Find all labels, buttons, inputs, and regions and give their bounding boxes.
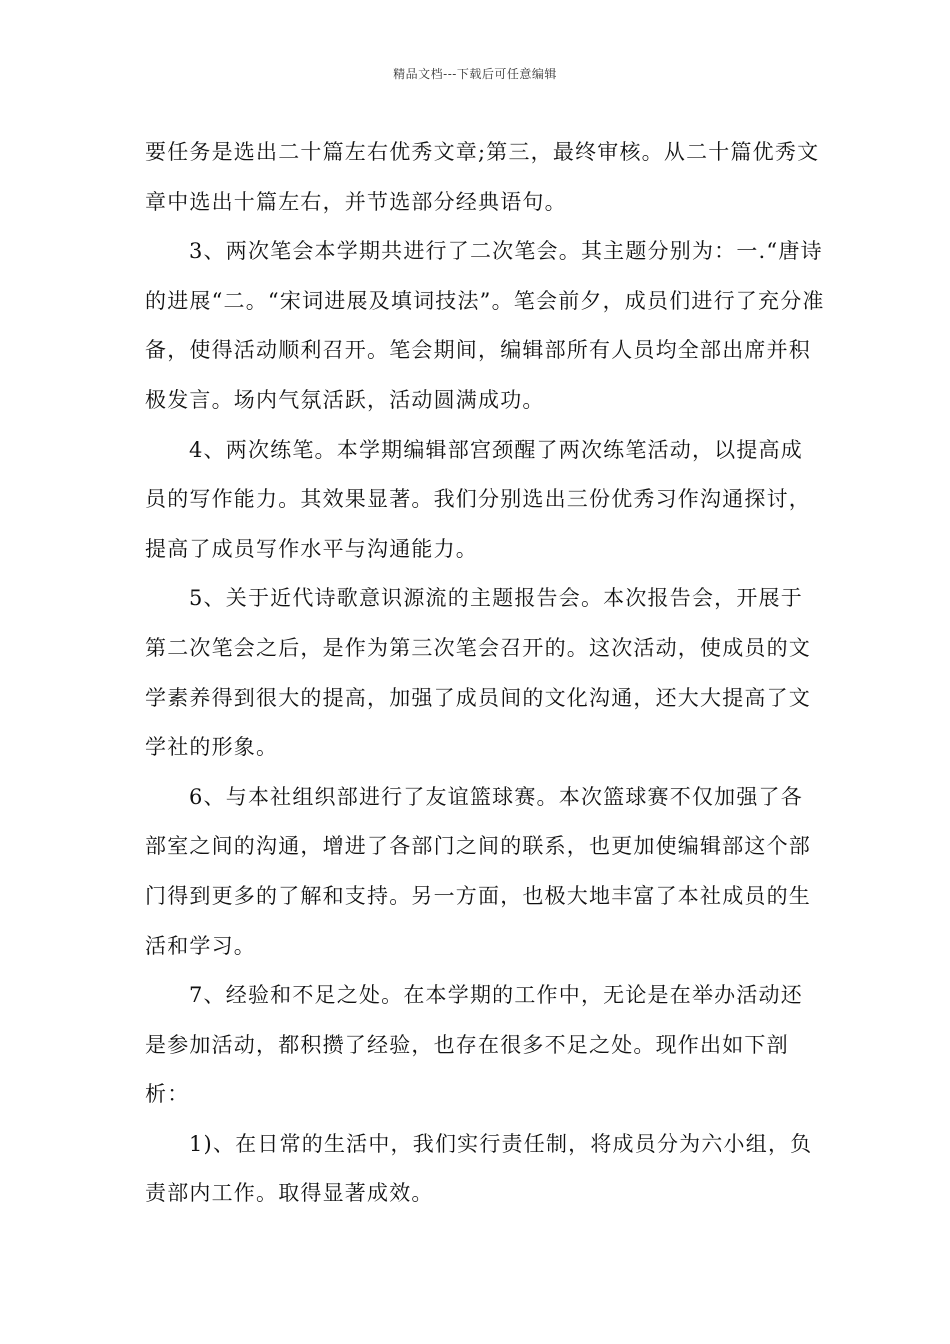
- paragraph-item-3: 3、两次笔会本学期共进行了二次笔会。其主题分别为：一.“唐诗的进展“二。“宋词进展及填词技法”。笔会前夕，成员们进行了充分准备，使得活动顺利召开。笔会期间，编辑部所有人员均全部出席并积极发言。场内气氛活跃，活动圆满成功。: [145, 239, 825, 412]
- paragraph-item-5: 5、关于近代诗歌意识源流的主题报告会。本次报告会，开展于第二次笔会之后，是作为第三次笔会召开的。这次活动，使成员的文学素养得到很大的提高，加强了成员间的文化沟通，还大大提高了文学社的形象。: [145, 586, 811, 760]
- page-header: 精品文档---下载后可任意编辑: [393, 67, 557, 81]
- paragraph-item-4: 4、两次练笔。本学期编辑部宫颈醒了两次练笔活动，以提高成员的写作能力。其效果显著。我们分别选出三份优秀习作沟通探讨，提高了成员写作水平与沟通能力。: [145, 437, 811, 561]
- paragraph-item-6: 6、与本社组织部进行了友谊篮球赛。本次篮球赛不仅加强了各部室之间的沟通，增进了各部门之间的联系，也更加使编辑部这个部门得到更多的了解和支持。另一方面，也极大地丰富了本社成员的生活和学习。: [145, 784, 811, 958]
- document-body: [145, 128, 825, 1219]
- paragraph-subitem-1: 1)、在日常的生活中，我们实行责任制，将成员分为六小组，负责部内工作。取得显著成效。: [145, 1131, 813, 1206]
- paragraph-item-7: 7、经验和不足之处。在本学期的工作中，无论是在举办活动还是参加活动，都积攒了经验，也存在很多不足之处。现作出如下剖析：: [145, 983, 803, 1107]
- paragraph-continuation: 要任务是选出二十篇左右优秀文章;第三，最终审核。从二十篇优秀文章中选出十篇左右，并节选部分经典语句。: [145, 140, 820, 214]
